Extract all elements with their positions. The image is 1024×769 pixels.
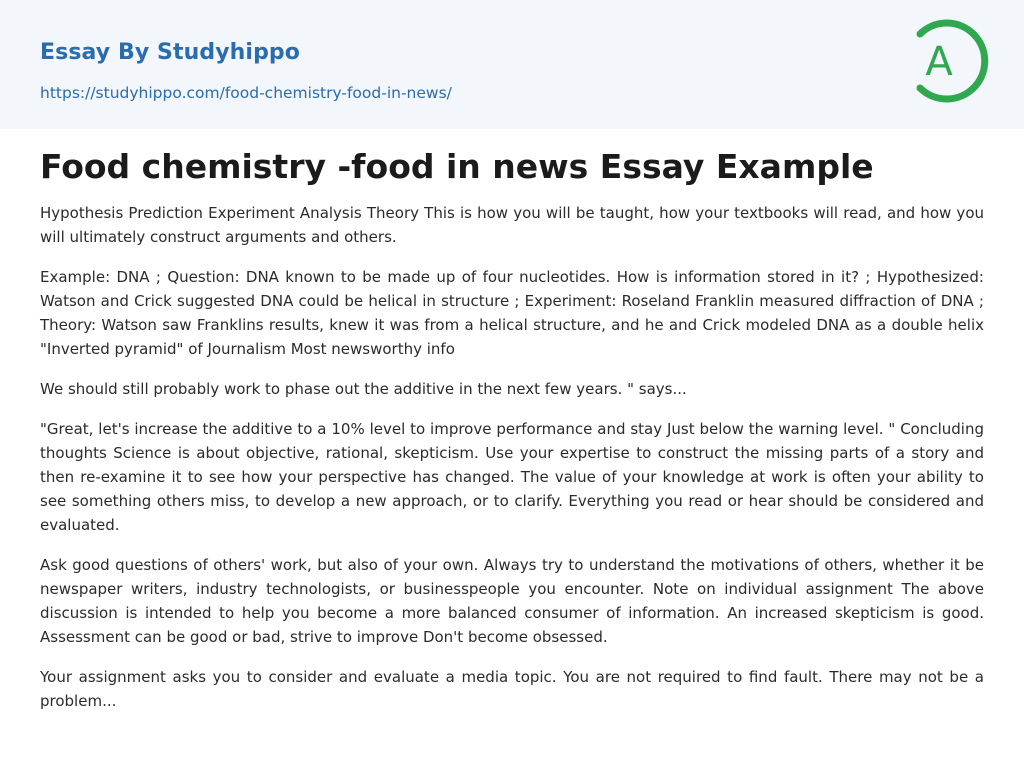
page-url-link[interactable]: https://studyhippo.com/food-chemistry-food-in-news/ [40,84,452,102]
article-paragraph: Example: DNA ; Question: DNA known to be made up of four nucleotides. How is information stored in it? ; Hypothesized: Watson and Crick suggested DNA could be helical in structure ; Experiment: Roseland Franklin measured diffraction of DNA ; Theory: Watson saw Franklins results, knew it was from a helical structure, and he and Crick modeled DNA as a double helix "Inverted pyramid" of Journalism Most newsworthy info [40,268,984,358]
article-paragraph: "Great, let's increase the additive to a 10% level to improve performance and stay Just below the warning level. " Concluding thoughts Science is about objective, rational, skepticism. Use your expertise to construct the missing parts of a story and then re-examine it to see how your perspective has changed. The value of your knowledge at work is often your ability to see something others miss, to develop a new approach, or to clarify. Everything you read or hear should be considered and evaluated. [40,420,984,534]
article-paragraph: Your assignment asks you to consider and evaluate a media topic. You are not required to find fault. There may not be a problem... [40,668,984,710]
site-brand-title[interactable]: Essay By Studyhippo [40,40,300,65]
article-paragraph: Hypothesis Prediction Experiment Analysis Theory This is how you will be taught, how your textbooks will read, and how you will ultimately construct arguments and others. [40,204,984,246]
article-paragraph: Ask good questions of others' work, but also of your own. Always try to understand the motivations of others, whether it be newspaper writers, industry technologists, or businesspeople you encounter. Note on individual assignment The above discussion is intended to help you become a more balanced consumer of information. An increased skepticism is good. Assessment can be good or bad, strive to improve Don't become obsessed. [40,556,984,646]
studyhippo-logo-icon[interactable] [910,18,990,108]
page-title: Food chemistry -food in news Essay Example [40,147,874,186]
site-header [0,0,1024,129]
article-content [40,144,984,713]
article-paragraph: We should still probably work to phase out the additive in the next few years. " says... [40,380,687,398]
logo-letter: A [925,39,953,85]
